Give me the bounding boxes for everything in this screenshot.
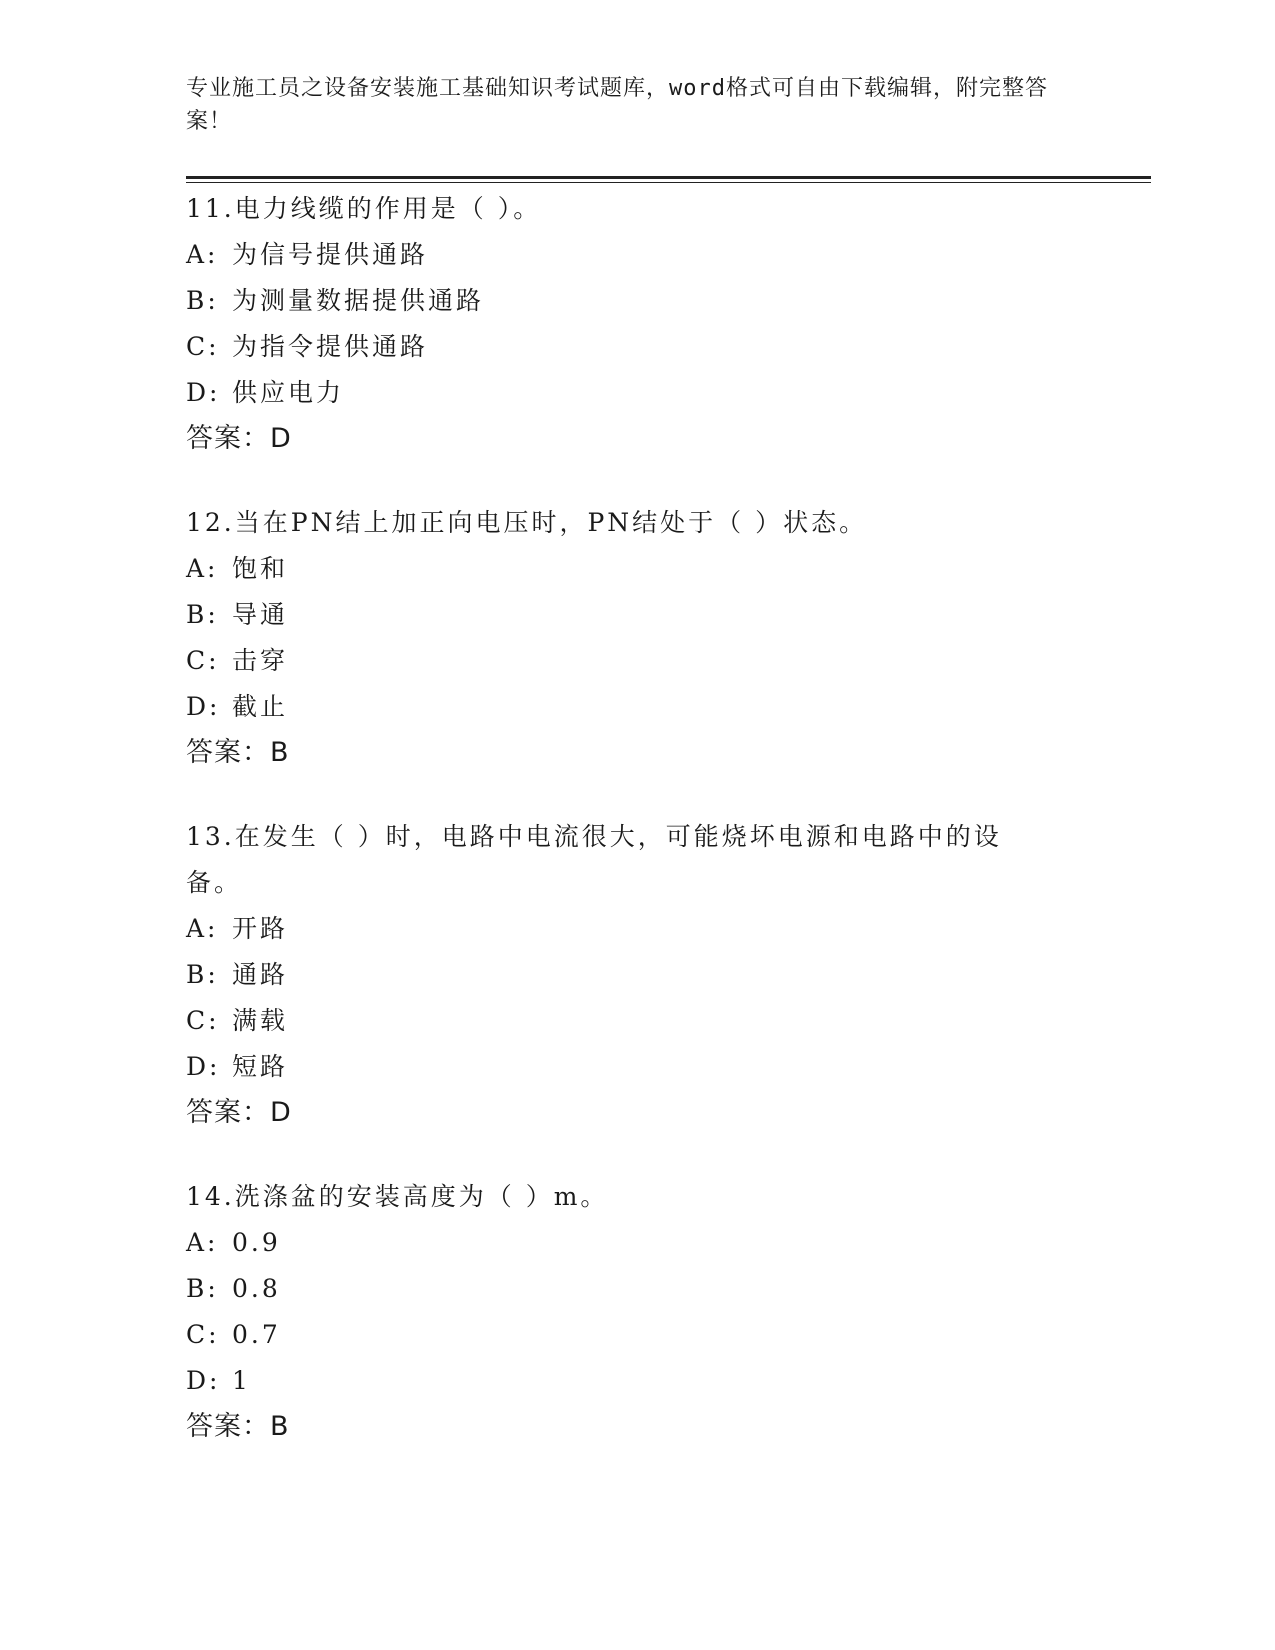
question-stem: 12.当在PN结上加正向电压时，PN结处于（ ）状态。 (186, 508, 868, 537)
answer-line: 答案：D (186, 423, 292, 454)
header-divider-thick (186, 176, 1151, 179)
option-text: 0.8 (232, 1274, 281, 1303)
option-b (186, 592, 1086, 638)
option-c (186, 998, 1046, 1044)
option-text: 饱和 (232, 554, 289, 583)
option-letter: B: (186, 1274, 219, 1303)
question-stem: 13.在发生（ ）时，电路中电流很大，可能烧坏电源和电路中的设备。 (186, 822, 1002, 897)
option-text: 为信号提供通路 (232, 240, 429, 269)
option-letter: C: (186, 1320, 220, 1349)
option-letter: B: (186, 600, 219, 629)
question-14 (186, 1174, 1086, 1450)
option-letter: A: (186, 1228, 219, 1257)
option-b (186, 952, 1046, 998)
option-a (186, 906, 1046, 952)
answer-line: 答案：B (186, 737, 290, 768)
option-d (186, 684, 1086, 730)
option-text: 供应电力 (232, 378, 345, 407)
option-letter: A: (186, 240, 219, 269)
option-text: 0.7 (232, 1320, 281, 1349)
question-11 (186, 186, 1086, 462)
option-text: 通路 (232, 960, 289, 989)
option-letter: B: (186, 960, 219, 989)
option-text: 0.9 (232, 1228, 281, 1257)
option-letter: D: (186, 1366, 221, 1395)
option-a (186, 1220, 1086, 1266)
option-text: 满载 (232, 1006, 289, 1035)
option-b (186, 278, 1086, 324)
question-stem: 14.洗涤盆的安装高度为（ ）m。 (186, 1182, 609, 1211)
option-c (186, 1312, 1086, 1358)
option-letter: D: (186, 1052, 221, 1081)
option-letter: A: (186, 914, 219, 943)
option-a (186, 546, 1086, 592)
option-b (186, 1266, 1086, 1312)
option-text: 截止 (232, 692, 289, 721)
option-a (186, 232, 1086, 278)
option-c (186, 324, 1086, 370)
option-letter: C: (186, 646, 220, 675)
question-13 (186, 814, 1046, 1136)
option-c (186, 638, 1086, 684)
option-d (186, 1358, 1086, 1404)
option-letter: D: (186, 692, 221, 721)
option-letter: C: (186, 332, 220, 361)
header-divider-thin (186, 182, 1151, 183)
option-text: 为测量数据提供通路 (232, 286, 485, 315)
option-letter: D: (186, 378, 221, 407)
option-letter: A: (186, 554, 219, 583)
option-text: 1 (232, 1366, 251, 1395)
answer-line: 答案：B (186, 1411, 290, 1442)
document-header: 专业施工员之设备安装施工基础知识考试题库，word格式可自由下载编辑，附完整答案！ (186, 76, 1048, 134)
option-letter: B: (186, 286, 219, 315)
answer-line: 答案：D (186, 1097, 292, 1128)
option-d (186, 1044, 1046, 1090)
option-d (186, 370, 1086, 416)
question-12 (186, 500, 1086, 776)
option-text: 短路 (232, 1052, 289, 1081)
option-text: 击穿 (232, 646, 289, 675)
option-text: 为指令提供通路 (232, 332, 429, 361)
option-text: 开路 (232, 914, 289, 943)
option-text: 导通 (232, 600, 289, 629)
question-stem: 11.电力线缆的作用是（ ）。 (186, 194, 542, 223)
option-letter: C: (186, 1006, 220, 1035)
